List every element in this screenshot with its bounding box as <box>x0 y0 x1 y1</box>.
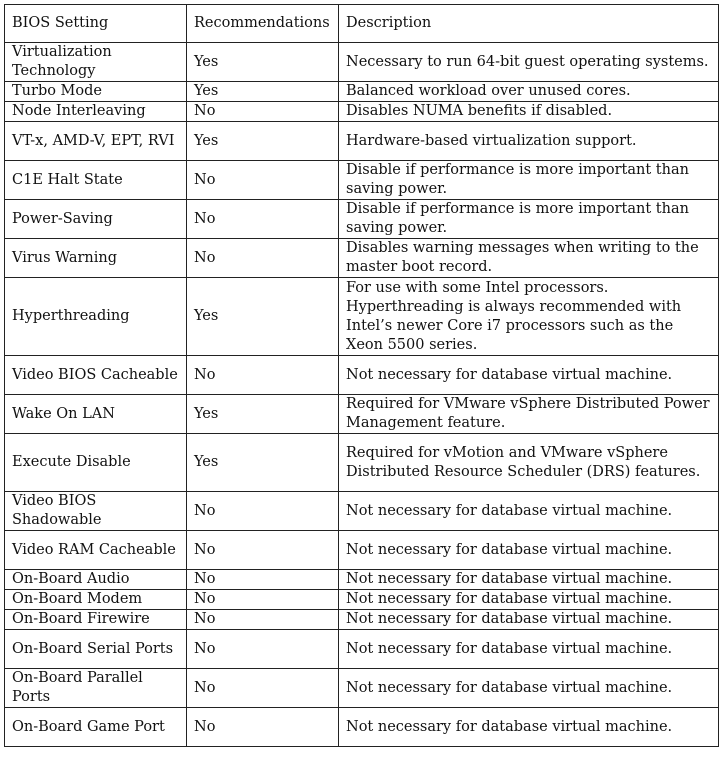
setting-cell: Virtualization Technology <box>5 43 187 82</box>
description-cell: Not necessary for database virtual machine. <box>339 531 719 570</box>
recommendation-cell: No <box>187 708 339 747</box>
description-cell: Not necessary for database virtual machine. <box>339 356 719 395</box>
table-row <box>5 239 719 278</box>
table-row <box>5 708 719 747</box>
description-cell: For use with some Intel processors. Hyperthreading is always recommended with Intel’s newer Core i7 processors such as the Xeon 5500 series. <box>339 278 719 356</box>
description-cell: Disable if performance is more important than saving power. <box>339 161 719 200</box>
setting-cell: Video RAM Cacheable <box>5 531 187 570</box>
table-row <box>5 610 719 630</box>
recommendation-cell: No <box>187 669 339 708</box>
table-row <box>5 590 719 610</box>
table-body <box>5 43 719 747</box>
recommendation-cell: No <box>187 356 339 395</box>
recommendation-cell: No <box>187 531 339 570</box>
recommendation-cell: Yes <box>187 43 339 82</box>
table-row <box>5 395 719 434</box>
setting-cell: On-Board Serial Ports <box>5 630 187 669</box>
recommendation-cell: No <box>187 161 339 200</box>
setting-cell: On-Board Parallel Ports <box>5 669 187 708</box>
table-row <box>5 102 719 122</box>
setting-cell: VT-x, AMD-V, EPT, RVI <box>5 122 187 161</box>
description-cell: Hardware-based virtualization support. <box>339 122 719 161</box>
recommendation-cell: No <box>187 630 339 669</box>
recommendation-cell: Yes <box>187 122 339 161</box>
table-row <box>5 531 719 570</box>
table-row <box>5 434 719 492</box>
recommendation-cell: Yes <box>187 434 339 492</box>
recommendation-cell: Yes <box>187 278 339 356</box>
table-row <box>5 356 719 395</box>
setting-cell: Virus Warning <box>5 239 187 278</box>
table-row <box>5 630 719 669</box>
table-row <box>5 43 719 82</box>
setting-cell: Power-Saving <box>5 200 187 239</box>
table-row <box>5 570 719 590</box>
description-cell: Not necessary for database virtual machine. <box>339 669 719 708</box>
setting-cell: C1E Halt State <box>5 161 187 200</box>
setting-cell: On-Board Firewire <box>5 610 187 630</box>
description-cell: Required for VMware vSphere Distributed Power Management feature. <box>339 395 719 434</box>
description-cell: Not necessary for database virtual machine. <box>339 492 719 531</box>
bios-settings-table <box>4 4 719 747</box>
description-cell: Disable if performance is more important than saving power. <box>339 200 719 239</box>
header-bios-setting: BIOS Setting <box>5 5 187 43</box>
table-row <box>5 161 719 200</box>
table-row <box>5 492 719 531</box>
recommendation-cell: Yes <box>187 82 339 102</box>
recommendation-cell: No <box>187 200 339 239</box>
recommendation-cell: No <box>187 570 339 590</box>
recommendation-cell: No <box>187 492 339 531</box>
setting-cell: Turbo Mode <box>5 82 187 102</box>
header-description: Description <box>339 5 719 43</box>
setting-cell: Execute Disable <box>5 434 187 492</box>
description-cell: Required for vMotion and VMware vSphere Distributed Resource Scheduler (DRS) features. <box>339 434 719 492</box>
setting-cell: Video BIOS Shadowable <box>5 492 187 531</box>
recommendation-cell: No <box>187 239 339 278</box>
table-row <box>5 122 719 161</box>
table-row <box>5 669 719 708</box>
setting-cell: On-Board Audio <box>5 570 187 590</box>
table-row <box>5 82 719 102</box>
description-cell: Not necessary for database virtual machine. <box>339 708 719 747</box>
description-cell: Balanced workload over unused cores. <box>339 82 719 102</box>
recommendation-cell: Yes <box>187 395 339 434</box>
setting-cell: Video BIOS Cacheable <box>5 356 187 395</box>
header-row <box>5 5 719 43</box>
recommendation-cell: No <box>187 102 339 122</box>
setting-cell: On-Board Modem <box>5 590 187 610</box>
description-cell: Not necessary for database virtual machine. <box>339 570 719 590</box>
description-cell: Disables warning messages when writing to the master boot record. <box>339 239 719 278</box>
recommendation-cell: No <box>187 590 339 610</box>
description-cell: Not necessary for database virtual machine. <box>339 610 719 630</box>
table-row <box>5 278 719 356</box>
description-cell: Necessary to run 64-bit guest operating systems. <box>339 43 719 82</box>
description-cell: Not necessary for database virtual machine. <box>339 630 719 669</box>
table-row <box>5 200 719 239</box>
setting-cell: On-Board Game Port <box>5 708 187 747</box>
setting-cell: Node Interleaving <box>5 102 187 122</box>
description-cell: Disables NUMA benefits if disabled. <box>339 102 719 122</box>
setting-cell: Hyperthreading <box>5 278 187 356</box>
description-cell: Not necessary for database virtual machine. <box>339 590 719 610</box>
setting-cell: Wake On LAN <box>5 395 187 434</box>
header-recommendations: Recommendations <box>187 5 339 43</box>
recommendation-cell: No <box>187 610 339 630</box>
